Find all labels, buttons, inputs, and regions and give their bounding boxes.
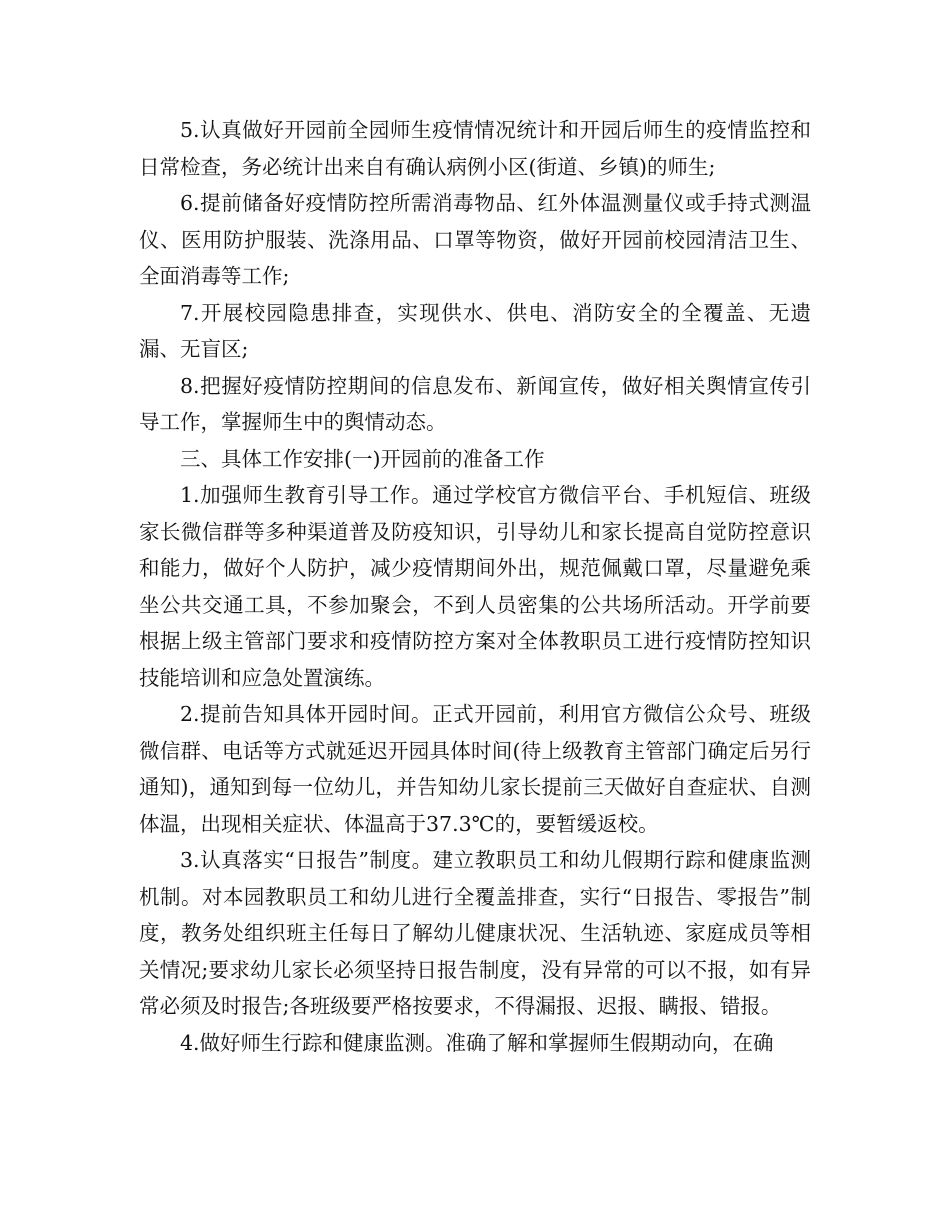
paragraph-item-7: 7.开展校园隐患排查，实现供水、供电、消防安全的全覆盖、无遗漏、无盲区; <box>139 300 811 361</box>
paragraph-item-5: 5.认真做好开园前全园师生疫情情况统计和开园后师生的疫情监控和日常检查，务必统计出来自有确认病例小区(街道、乡镇)的师生; <box>139 118 811 179</box>
paragraph-item-2: 2.提前告知具体开园时间。正式开园前，利用官方微信公众号、班级微信群、电话等方式就延迟开园具体时间(待上级教育主管部门确定后另行通知)，通知到每一位幼儿，并告知幼儿家长提前三天做好自查症状、自测体温，出现相关症状、体温高于37.3℃的，要暂缓返校。 <box>139 702 811 836</box>
paragraph-item-8: 8.把握好疫情防控期间的信息发布、新闻宣传，做好相关舆情宣传引导工作，掌握师生中的舆情动态。 <box>139 373 811 434</box>
paragraph-item-1: 1.加强师生教育引导工作。通过学校官方微信平台、手机短信、班级家长微信群等多种渠道普及防疫知识，引导幼儿和家长提高自觉防控意识和能力，做好个人防护，减少疫情期间外出，规范佩戴口罩，尽量避免乘坐公共交通工具，不参加聚会，不到人员密集的公共场所活动。开学前要根据上级主管部门要求和疫情防控方案对全体教职员工进行疫情防控知识技能培训和应急处置演练。 <box>139 483 811 690</box>
paragraph-item-6: 6.提前储备好疫情防控所需消毒物品、红外体温测量仪或手持式测温仪、医用防护服装、洗涤用品、口罩等物资，做好开园前校园清洁卫生、全面消毒等工作; <box>139 191 811 288</box>
paragraph-item-3: 3.认真落实“日报告”制度。建立教职员工和幼儿假期行踪和健康监测机制。对本园教职员工和幼儿进行全覆盖排查，实行“日报告、零报告”制度，教务处组织班主任每日了解幼儿健康状况、生活轨迹、家庭成员等相关情况;要求幼儿家长必须坚持日报告制度，没有异常的可以不报，如有异常必须及时报告;各班级要严格按要求，不得漏报、迟报、瞒报、错报。 <box>139 848 811 1018</box>
paragraph-item-4: 4.做好师生行踪和健康监测。准确了解和掌握师生假期动向，在确 <box>180 1030 774 1055</box>
document-body <box>139 112 811 1061</box>
section-heading: 三、具体工作安排(一)开园前的准备工作 <box>180 446 545 471</box>
